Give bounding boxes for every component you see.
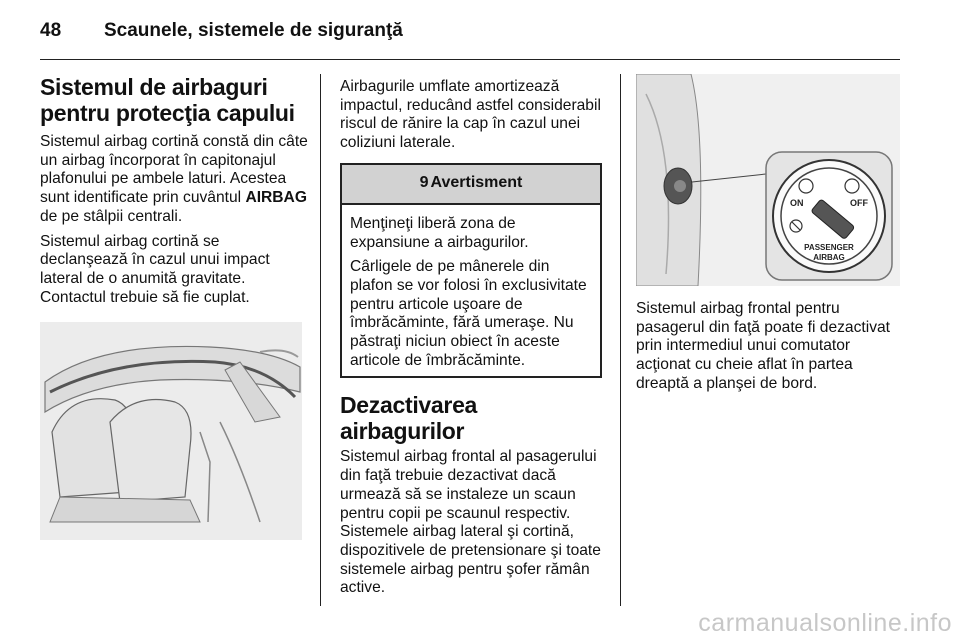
warning-paragraph: Cârligele de pe mânerele din plafon se vor folosi în exclusivitate pentru articole uşoare de îmbrăcăminte, fără umeraşe. Nu păstraţi niciun obiect în aceste articole de îmbrăcăminte.	[350, 258, 587, 369]
warning-paragraph: Menţineţi liberă zona de expansiune a airbagurilor.	[350, 214, 529, 251]
warning-header	[342, 165, 600, 205]
paragraph: Sistemul airbag cortină se declanşează în cazul unui impact lateral de o anumită gravitate. Contactul trebuie să fie cuplat.	[40, 232, 270, 306]
chapter-title: Scaunele, sistemele de siguranţă	[104, 20, 403, 41]
warning-title: Avertisment	[430, 174, 523, 192]
switch-on-label: ON	[790, 198, 804, 208]
paragraph: Sistemul airbag frontal al pasagerului din faţă trebuie dezactivat dacă urmează să se instaleze un scaun pentru copii pe scaunul respectiv. Sistemele airbag lateral şi cortină, dispozitivele de pretensionare şi toate sistemele airbag pentru şofer rămân active.	[340, 448, 601, 597]
header-rule	[40, 59, 900, 60]
watermark-url: carmanualsonline.info	[698, 609, 952, 637]
switch-label-line1: PASSENGER	[804, 243, 854, 252]
warning-body	[342, 205, 600, 377]
curtain-airbag-illustration	[40, 322, 302, 540]
switch-label-line2: AIRBAG	[813, 253, 845, 262]
switch-off-label: OFF	[850, 198, 868, 208]
section-heading-deactivation: Dezactivarea airbagurilor	[340, 392, 478, 445]
paragraph: Sistemul airbag cortină constă din câte un airbag încorporat în capitonajul plafonului pe ambele laturi. Acestea sunt identificate prin cuvântul AIRBAG de pe stâlpii centrali.	[40, 133, 308, 225]
column-divider-2	[620, 74, 621, 606]
column-divider-1	[320, 74, 321, 606]
paragraph: Airbagurile umflate amortizează impactul, reducând astfel considerabil riscul de rănire la cap în cazul unei coliziuni laterale.	[340, 78, 601, 152]
warning-box	[340, 163, 602, 379]
warning-icon: 9	[419, 174, 429, 192]
column-1	[40, 74, 308, 313]
column-2	[340, 78, 602, 604]
column-3	[636, 300, 904, 400]
paragraph: Sistemul airbag frontal pentru pasagerul din faţă poate fi dezactivat prin intermediul unui comutator acţionat cu cheie aflat în partea dreaptă a planşei de bord.	[636, 300, 890, 392]
section-heading-head-airbags: Sistemul de airbaguri pentru protecţia capului	[40, 74, 295, 126]
page-number: 48	[40, 20, 62, 41]
airbag-switch-illustration	[636, 74, 900, 286]
airbag-label: AIRBAG	[245, 189, 307, 207]
